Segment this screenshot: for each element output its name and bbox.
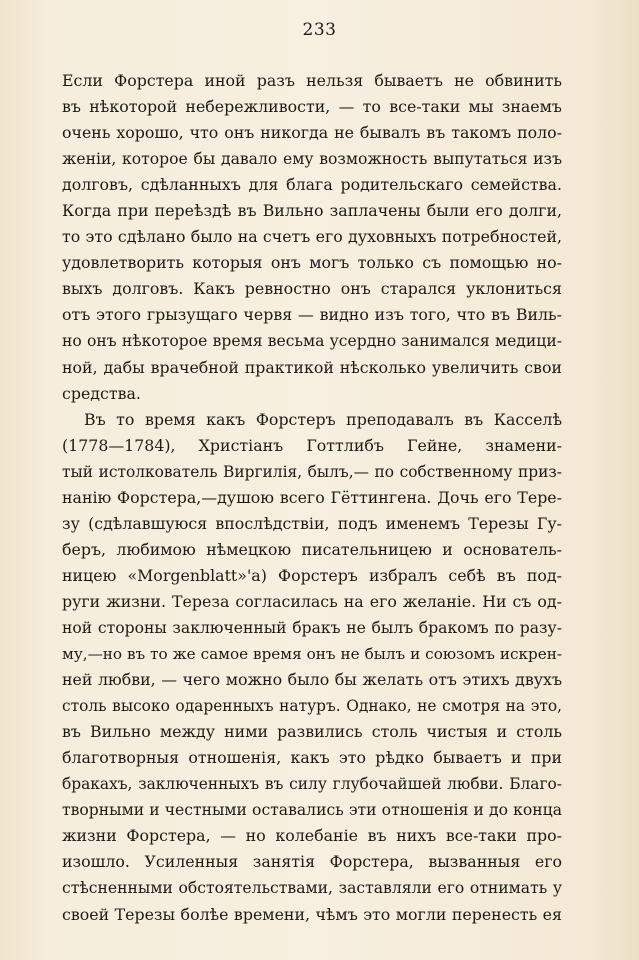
text-line: Въ то время какъ Форстеръ преподавалъ въ Касселѣ (84, 409, 562, 429)
text-line: творными и честными оставались эти отношенія и до конца (62, 801, 562, 820)
text-line: ной стороны заключенный бракъ не былъ бракомъ по разу- (62, 618, 562, 637)
text-line: средства. (62, 383, 141, 403)
text-line: очень хорошо, что онъ никогда не бывалъ въ такомъ поло- (62, 123, 562, 143)
text-line: удовлетворить которыя онъ могъ только съ помощью но- (62, 253, 562, 273)
text-line: Когда при переѣздѣ въ Вильно заплачены были его долги, (62, 201, 562, 221)
text-line: стѣсненными обстоятельствами, заставляли его отнимать у (62, 879, 562, 898)
text-line: то это сдѣлано было на счетъ его духовныхъ потребностей, (62, 227, 562, 247)
text-line: въ нѣкоторой небережливости, — то все-таки мы знаемъ (62, 97, 562, 117)
text-line: долговъ, сдѣланныхъ для блага родительскаго семейства. (62, 175, 562, 195)
text-line: жизни Форстера, — но колебаніе въ нихъ все-таки про- (62, 826, 562, 846)
text-line: ной, дабы врачебной практикой нѣсколько увеличить свои (62, 357, 562, 377)
text-line: му,—но въ то же самое время онъ не былъ и союзомъ искрен- (62, 645, 562, 664)
text-line: нанію Форстера,—душою всего Гёттингена. Дочь его Тере- (62, 487, 562, 507)
text-line: ницею «Morgenblatt»'а) Форстеръ избралъ себѣ въ под- (62, 565, 562, 585)
text-line: тый истолкователь Виргилія, былъ,— по собственному приз- (62, 462, 562, 481)
body-text (62, 68, 562, 928)
text-line: ней любви, — чего можно было бы желать отъ этихъ двухъ (62, 670, 562, 690)
text-line: въ Вильно между ними развились столь чистыя и столь (62, 722, 562, 742)
text-line: благотворныя отношенія, какъ это рѣдко бываетъ и при (62, 748, 562, 768)
page-number: 233 (302, 20, 337, 40)
text-line: беръ, любимою нѣмецкою писательницею и основатель- (62, 539, 562, 559)
text-line: Если Форстера иной разъ нельзя бываетъ не обвинить (62, 71, 562, 90)
text-line: изошло. Усиленныя занятія Форстера, вызванныя его (62, 852, 562, 872)
text-line: выхъ долговъ. Какъ ревностно онъ старался уклониться (62, 279, 562, 299)
text-line: столь высоко одаренныхъ натуръ. Однако, не смотря на это, (62, 697, 562, 716)
text-line: зу (сдѣлавшуюся впослѣдствіи, подъ именемъ Терезы Гу- (62, 513, 562, 533)
text-line: отъ этого грызущаго червя — видно изъ того, что въ Виль- (62, 305, 562, 325)
text-line: своей Терезы болѣе времени, чѣмъ это могли перенесть ея (62, 904, 562, 924)
text-line: руги жизни. Тереза согласилась на его желаніе. Ни съ од- (62, 591, 562, 611)
text-line: но онъ нѣкоторое время весьма усердно занимался медици- (62, 332, 562, 351)
text-line: (1778—1784), Христіанъ Готтлибъ Гейне, знамени- (62, 435, 562, 455)
text-line: бракахъ, заключенныхъ въ силу глубочайшей любви. Благо- (62, 775, 562, 794)
text-line: женіи, которое бы давало ему возможность выпутаться изъ (62, 150, 562, 169)
